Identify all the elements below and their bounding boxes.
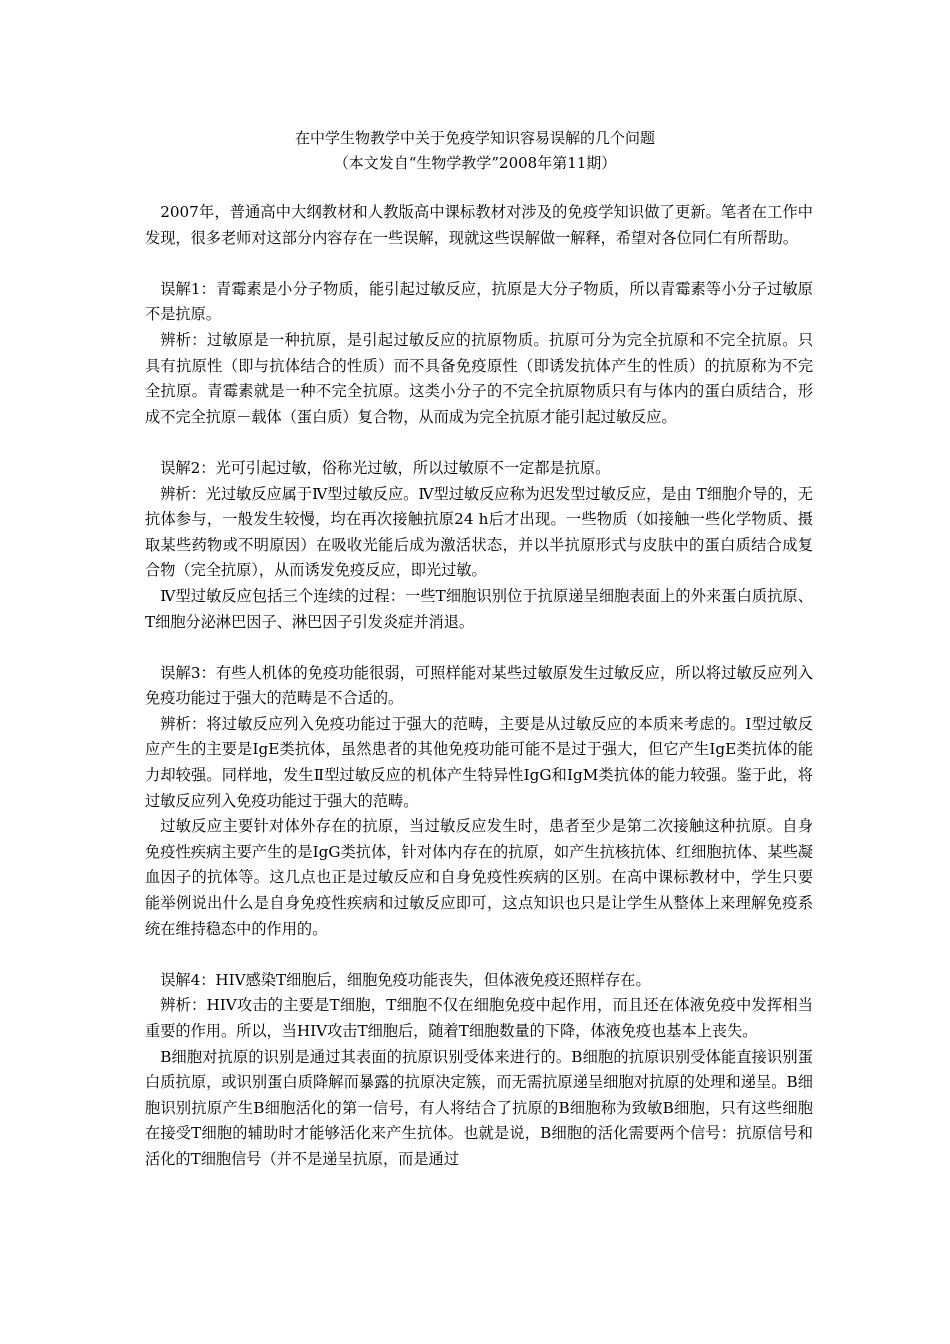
misconception-1: 误解1：青霉素是小分子物质，能引起过敏反应，抗原是大分子物质，所以青霉素等小分子过敏原不是抗原。: [145, 279, 813, 324]
analysis-3-continued: 过敏反应主要针对体外存在的抗原，当过敏反应发生时，患者至少是第二次接触这种抗原。自身免疫性疾病主要产生的是IgG类抗体，针对体内存在的抗原，如产生抗核抗体、红细胞抗体、某些凝血因子的抗体等。这几点也正是过敏反应和自身免疫性疾病的区别。在高中课标教材中，学生只要能举例说出什么是自身免疫性疾病和过敏反应即可，这点知识也只是让学生从整体上来理解免疫系统在维持稳态中的作用的。: [145, 817, 813, 938]
analysis-2-continued: Ⅳ型过敏反应包括三个连续的过程：一些T细胞识别位于抗原递呈细胞表面上的外来蛋白质抗原、T细胞分泌淋巴因子、淋巴因子引发炎症并消退。: [145, 586, 813, 631]
document-subtitle: （本文发自“生物学教学”2008年第11期）: [333, 154, 617, 172]
analysis-4-continued: B细胞对抗原的识别是通过其表面的抗原识别受体来进行的。B细胞的抗原识别受体能直接识别蛋白质抗原，或识别蛋白质降解而暴露的抗原决定簇，而无需抗原递呈细胞对抗原的处理和递呈。B细胞识别抗原产生B细胞活化的第一信号，有人将结合了抗原的B细胞称为致敏B细胞，只有这些细胞在接受T细胞的辅助时才能够活化来产生抗体。也就是说，B细胞的活化需要两个信号：抗原信号和活化的T细胞信号（并不是递呈抗原，而是通过: [145, 1047, 813, 1168]
analysis-2: 辨析：光过敏反应属于Ⅳ型过敏反应。Ⅳ型过敏反应称为迟发型过敏反应，是由 T细胞介导的，无抗体参与，一般发生较慢，均在再次接触抗原24 h后才出现。一些物质（如接触一些化学物质、摄取某些药物或不明原因）在吸收光能后成为激活状态，并以半抗原形式与皮肤中的蛋白质结合成复合物（完全抗原），从而诱发免疫反应，即光过敏。: [145, 484, 813, 580]
misconception-4: 误解4：HIV感染T细胞后，细胞免疫功能丧失，但体液免疫还照样存在。: [160, 970, 651, 989]
analysis-1: 辨析：过敏原是一种抗原，是引起过敏反应的抗原物质。抗原可分为完全抗原和不完全抗原。只具有抗原性（即与抗体结合的性质）而不具备免疫原性（即诱发抗体产生的性质）的抗原称为不完全抗原。青霉素就是一种不完全抗原。这类小分子的不完全抗原物质只有与体内的蛋白质结合，形成不完全抗原－载体（蛋白质）复合物，从而成为完全抗原才能引起过敏反应。: [145, 330, 813, 426]
misconception-2: 误解2：光可引起过敏，俗称光过敏，所以过敏原不一定都是抗原。: [160, 458, 611, 477]
analysis-4: 辨析：HIV攻击的主要是T细胞，T细胞不仅在细胞免疫中起作用，而且还在体液免疫中发挥相当重要的作用。所以，当HIV攻击T细胞后，随着T细胞数量的下降，体液免疫也基本上丧失。: [145, 996, 813, 1040]
misconception-3: 误解3：有些人机体的免疫功能很弱，可照样能对某些过敏原发生过敏反应，所以将过敏反应列入免疫功能过于强大的范畴是不合适的。: [145, 663, 813, 708]
document-title: 在中学生物教学中关于免疫学知识容易误解的几个问题: [294, 129, 655, 147]
title-block: [145, 126, 805, 176]
analysis-3: 辨析：将过敏反应列入免疫功能过于强大的范畴，主要是从过敏反应的本质来考虑的。Ⅰ型过敏反应产生的主要是IgE类抗体，虽然患者的其他免疫功能可能不是过于强大，但它产生IgE类抗体的能力却较强。同样地，发生Ⅱ型过敏反应的机体产生特异性IgG和IgM类抗体的能力较强。鉴于此，将过敏反应列入免疫功能过于强大的范畴。: [145, 714, 813, 810]
document-body: [145, 200, 813, 1173]
intro-paragraph: 2007年，普通高中大纲教材和人教版高中课标教材对涉及的免疫学知识做了更新。笔者在工作中发现，很多老师对这部分内容存在一些误解，现就这些误解做一解释，希望对各位同仁有所帮助。: [145, 203, 813, 247]
